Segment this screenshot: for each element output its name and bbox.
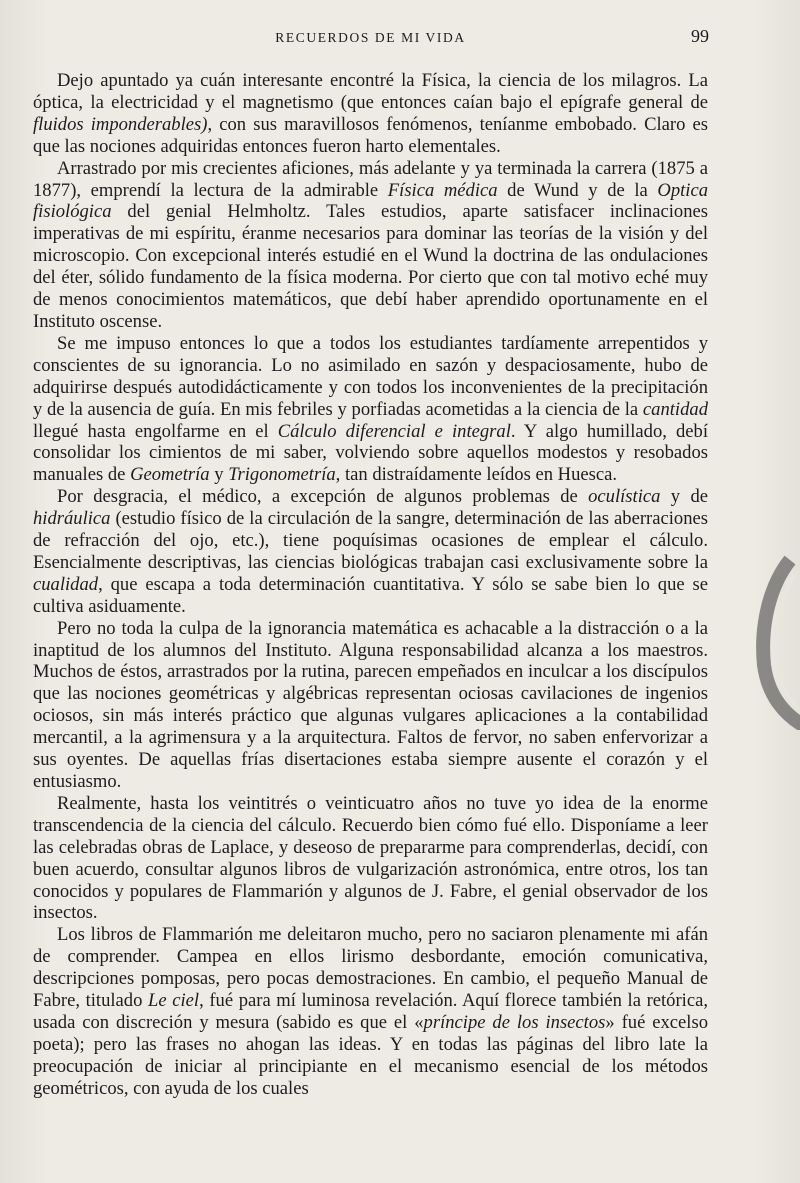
text-run: Arrastrado por mis crecientes aficiones, más adelante y ya terminada la carrera (1875 a 1877), emprendí la lectura de la admirable (33, 157, 708, 201)
page-body (33, 70, 708, 1100)
text-run: , fué para mí luminosa revelación. Aquí florece también la retórica, usada con discreción y mesura (sabido es que el « (33, 990, 708, 1033)
text-run: y de (660, 486, 708, 508)
italic-text-run: cualidad (33, 573, 99, 595)
text-run: Dejo apuntado ya cuán interesante encontré la Física, la ciencia de los milagros. La óptica, la electricidad y el magnetismo (que entonces caían bajo el epígrafe general de (33, 70, 708, 113)
library-stamp-fragment (750, 555, 800, 730)
text-run: , tan distraídamente leídos en Huesca. (335, 464, 618, 486)
text-run: y (209, 464, 229, 486)
text-run: Se me impuso entonces lo que a todos los estudiantes tardíamente arrepentidos y conscientes de su ignorancia. Lo no asimilado en sazón y despaciosamente, hubo de adquirirse después autodidácticamente y con todos los inconvenientes de la precipitación y de la ausencia de guía. En mis febriles y porfiadas acometidas a la ciencia de la (33, 332, 708, 420)
text-run: Pero no toda la culpa de la ignorancia matemática es achacable a la distracción o a la inaptitud de los alumnos del Instituto. Alguna responsabilidad alcanza a los maestros. Muchos de éstos, arrastrados por la rutina, parecen empeñados en inculcar a los discípulos que las nociones geométricas y algébricas representan ociosas cavilaciones de ingenios ociosos, sin más interés práctico que algunas vulgares aplicaciones a la contabilidad mercantil, a la agrimensura y a la arquitectura. Faltos de fervor, no saben enfervorizar a sus oyentes. De aquellas frías disertaciones estaba siempre ausente el corazón y el entusiasmo. (33, 617, 708, 792)
italic-text-run: Cálculo diferencial e integral (277, 420, 511, 442)
text-run: , con sus maravillosos fenómenos, teníanme embobado. Claro es que las nociones adquiridas entonces fueron harto elementales. (33, 113, 708, 157)
italic-text-run: cantidad (642, 398, 708, 420)
text-run: » fué excelso poeta); pero las frases no ahogan las ideas. Y en todas las páginas del libro late la preocupación de iniciar al principiante en el mecanismo esencial de los métodos geométricos, con ayuda de los cuales (33, 1011, 708, 1099)
page-number: 99 (691, 26, 709, 46)
text-run: (estudio físico de la circulación de la sangre, determinación de las aberraciones de refracción del ojo, etc.), tiene poquísimas ocasiones de emplear el cálculo. Esencialmente descriptivas, las ciencias biológicas trabajan casi exclusivamente sobre la (33, 508, 708, 573)
paragraph (33, 486, 708, 617)
text-run: Por desgracia, el médico, a excepción de algunos problemas de (57, 486, 589, 508)
text-run: Los libros de Flammarión me deleitaron mucho, pero no saciaron plenamente mi afán de comprender. Campea en ellos lirismo desbordante, emoción comunicativa, descripciones pomposas, pero pocas demostraciones. En cambio, el pequeño Manual de Fabre, titulado (33, 924, 708, 1012)
text-run: llegué hasta engolfarme en el (33, 420, 278, 442)
paragraph (33, 70, 708, 158)
text-run: . Y algo humillado, debí consolidar los cimientos de mi saber, volviendo sobre aquellos modestos y resobados manuales de (33, 420, 708, 486)
text-run: de Wund y de la (497, 179, 658, 201)
italic-text-run: hidráulica (33, 508, 111, 530)
italic-text-run: príncipe de los insectos (423, 1011, 606, 1033)
page-header (33, 26, 708, 50)
paragraph (33, 793, 708, 924)
italic-text-run: Optica fisiológica (33, 179, 708, 223)
paragraph (33, 618, 708, 793)
italic-text-run: Física médica (387, 179, 498, 201)
paragraph (33, 924, 708, 1099)
italic-text-run: Le ciel (148, 990, 200, 1012)
italic-text-run: Geometría (130, 464, 210, 486)
italic-text-run: Trigonometría (228, 464, 336, 486)
italic-text-run: oculística (588, 486, 661, 508)
text-run: Realmente, hasta los veintitrés o veinticuatro años no tuve yo idea de la enorme transcendencia de la ciencia del cálculo. Recuerdo bien cómo fué ello. Disponíame a leer las celebradas obras de Laplace, y deseoso de prepararme para comprenderlas, decidí, con buen acuerdo, consultar algunos libros de vulgarización astronómica, entre otros, los tan conocidos y populares de Flammarión y algunos de J. Fabre, el genial observador de los insectos. (33, 792, 708, 924)
paragraph (33, 333, 708, 486)
text-run: , que escapa a toda determinación cuantitativa. Y sólo se sabe bien lo que se cultiva asiduamente. (33, 573, 708, 617)
text-run: del genial Helmholtz. Tales estudios, aparte satisfacer inclinaciones imperativas de mi espíritu, éranme necesarios para dominar las teorías de la visión y del microscopio. Con excepcional interés estudié en el Wund la doctrina de las ondulaciones del éter, sólido fundamento de la física moderna. Por cierto que con tal motivo eché muy de menos conocimientos matemáticos, que debí haber aprendido oportunamente en el Instituto oscense. (33, 201, 708, 332)
paragraph (33, 158, 708, 333)
running-title: RECUERDOS DE MI VIDA (275, 30, 466, 45)
italic-text-run: fluidos imponderables) (33, 113, 208, 135)
